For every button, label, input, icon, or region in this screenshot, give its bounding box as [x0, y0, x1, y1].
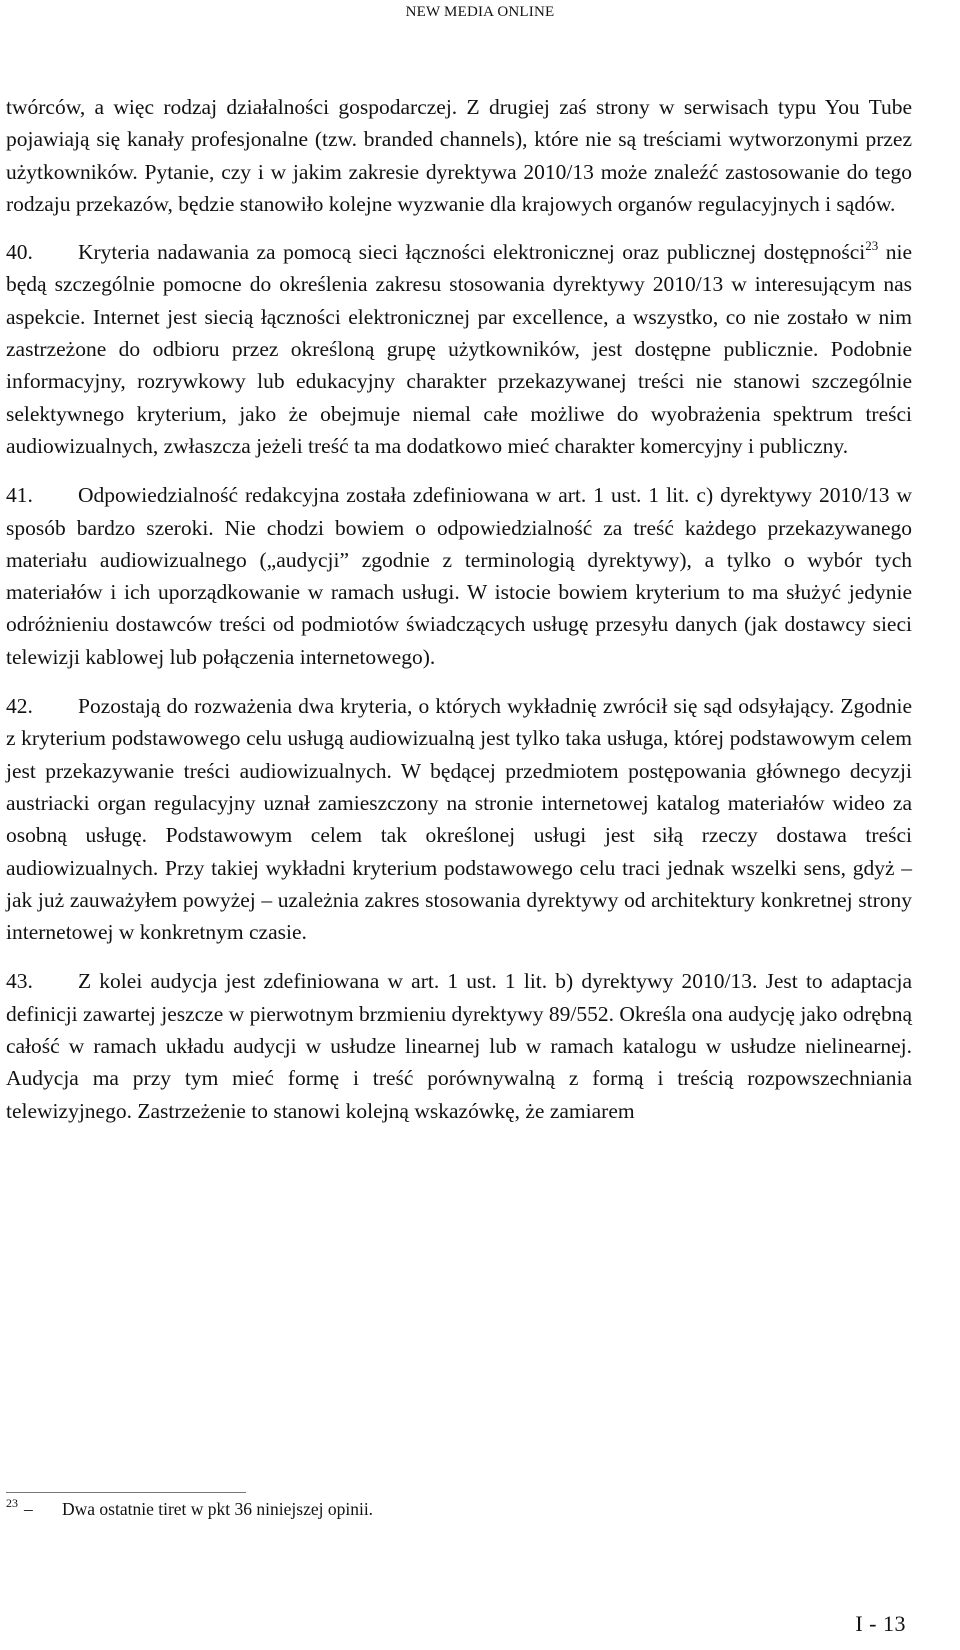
paragraph-43 [6, 965, 912, 1126]
paragraph-number: 40. [6, 240, 33, 265]
paragraph-text: Z kolei audycja jest zdefiniowana w art. 1 ust. 1 lit. b) dyrektywy 2010/13. Jest to adaptacja definicji zawartej jeszcze w pierwotnym brzmieniu dyrektywy 89/552. Określa ona audycję jako odrębną całość w ramach układu audycji w usłudze linearnej lub w ramach katalogu w usłudze nielinearnej. Audycja ma przy tym mieć formę i treść porównywalną z formą i treścią rozpowszechniania telewizyjnego. Zastrzeżenie to stanowi kolejną wskazówkę, że zamiarem [6, 969, 912, 1123]
paragraph-text: Kryteria nadawania za pomocą sieci łączności elektronicznej oraz publicznej dostępności [78, 240, 866, 265]
paragraph-continued [6, 91, 912, 220]
paragraph-number: 43. [6, 969, 33, 994]
paragraph-text: twórców, a więc rodzaj działalności gospodarczej. Z drugiej zaś strony w serwisach typu You Tube pojawiają się kanały profesjonalne (tzw. branded channels), które nie są treściami wytworzonymi przez użytkowników. Pytanie, czy i w jakim zakresie dyrektywa 2010/13 może znaleźć zastosowanie do tego rodzaju przekazów, będzie stanowiło kolejne wyzwanie dla krajowych organów regulacyjnych i sądów. [6, 95, 912, 216]
paragraph-text: nie będą szczególnie pomocne do określenia zakresu stosowania dyrektywy 2010/13 w interesującym nas aspekcie. Internet jest siecią łączności elektronicznej par excellence, a wszystko, co nie zostało w nim zastrzeżone do odbioru przez określoną grupę użytkowników, jest dostępne publicznie. Podobnie informacyjny, rozrywkowy lub edukacyjny charakter przekazywanej treści nie stanowi szczególnie selektywnego kryterium, jako że obejmuje niemal całe możliwe do wyobrażenia spektrum treści audiowizualnych, zwłaszcza jeżeli treść ta ma dodatkowo mieć charakter komercyjny i publiczny. [6, 240, 912, 458]
paragraph-42 [6, 690, 912, 948]
paragraph-text: Odpowiedzialność redakcyjna została zdefiniowana w art. 1 ust. 1 lit. c) dyrektywy 2010/13 w sposób bardzo szeroki. Nie chodzi bowiem o odpowiedzialność za treść każdego przekazywanego materiału audiowizualnego („audycji” zgodnie z terminologią dyrektywy), a tylko o wybór tych materiałów i ich uporządkowanie w ramach usługi. W istocie bowiem kryterium to ma służyć jedynie odróżnieniu dostawców treści od podmiotów świadczących usługę przesyłu danych (jak dostawcy sieci telewizji kablowej lub połączenia internetowego). [6, 483, 912, 669]
paragraph-number: 42. [6, 694, 33, 719]
paragraph-text: Pozostają do rozważenia dwa kryteria, o których wykładnię zwrócił się sąd odsyłający. Zgodnie z kryterium podstawowego celu usługą audiowizualną jest tylko taka usługa, której podstawowym celem jest przekazywanie treści audiowizualnych. W będącej przedmiotem postępowania głównego decyzji austriacki organ regulacyjny uznał zamieszczony na stronie internetowej katalog materiałów wideo za osobną usługę. Podstawowym celem tak określonej usługi jest siłą rzeczy dostawa treści audiowizualnych. Przy takiej wykładni kryterium podstawowego celu traci jednak wszelki sens, gdyż – jak już zauważyłem powyżej – uzależnia zakres stosowania dyrektywy od architektury konkretnej strony internetowej w konkretnym czasie. [6, 694, 912, 945]
paragraph-41 [6, 479, 912, 673]
footnote-text: Dwa ostatnie tiret w pkt 36 niniejszej opinii. [62, 1499, 374, 1519]
footnote-separator [6, 1492, 246, 1493]
footnote-reference[interactable]: 23 [865, 238, 879, 254]
footnote-marker [6, 1497, 62, 1523]
footnote-dash: – [24, 1499, 33, 1519]
body-text [6, 91, 912, 1144]
footnote-23 [6, 1497, 912, 1523]
page-number: I - 13 [855, 1611, 906, 1636]
paragraph-40 [6, 236, 912, 462]
paragraph-number: 41. [6, 483, 33, 508]
footnote-number: 23 [6, 1496, 18, 1510]
running-header: NEW MEDIA ONLINE [405, 4, 555, 20]
